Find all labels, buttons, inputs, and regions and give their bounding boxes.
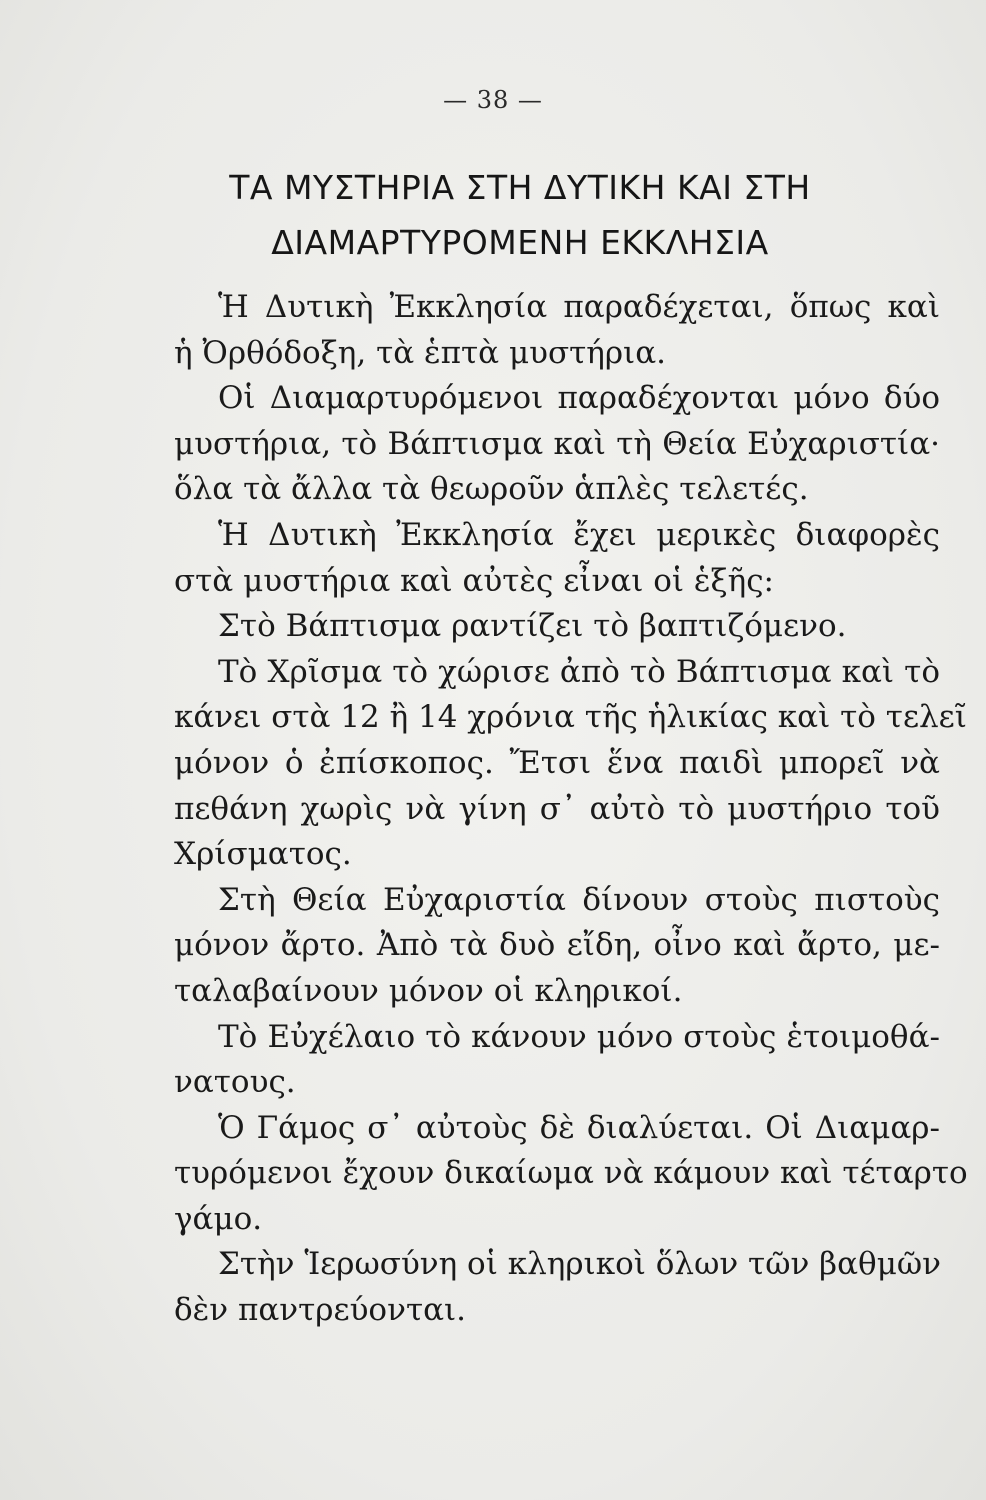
text-line: δὲν παντρεύονται. xyxy=(174,1292,467,1329)
page-number: — 38 — xyxy=(443,86,543,114)
chapter-title-line-2: ΔΙΑΜΑΡΤΥΡΟΜΕΝΗ ΕΚΚΛΗΣΙΑ xyxy=(271,223,769,262)
paragraph xyxy=(174,1015,940,1106)
paragraph xyxy=(174,376,940,513)
text-line: στὰ μυστήρια καὶ αὐτὲς εἶναι οἱ ἑξῆς: xyxy=(174,562,775,599)
text-line: νατους. xyxy=(174,1064,296,1101)
paragraph xyxy=(174,1106,968,1243)
text-line: τυρόμενοι ἔχουν δικαίωμα νὰ κάμουν καὶ τέταρτο xyxy=(174,1155,968,1192)
paragraph xyxy=(174,1242,940,1333)
text-line: μόνον ὁ ἐπίσκοπος. Ἔτσι ἕνα παιδὶ μπορεῖ νὰ xyxy=(174,744,940,781)
text-line: Ἡ Δυτικὴ Ἐκκλησία ἔχει μερικὲς διαφορὲς xyxy=(218,516,940,553)
text-line: ὅλα τὰ ἄλλα τὰ θεωροῦν ἁπλὲς τελετές. xyxy=(174,471,809,508)
text-line: μυστήρια, τὸ Βάπτισμα καὶ τὴ Θεία Εὐχαριστία· xyxy=(174,425,940,462)
text-line: Στὴν Ἱερωσύνη οἱ κληρικοὶ ὅλων τῶν βαθμῶν xyxy=(218,1246,941,1283)
paragraph xyxy=(174,878,940,1015)
text-line: ταλαβαίνουν μόνον οἱ κληρικοί. xyxy=(174,972,683,1009)
chapter-title-line-1: ΤΑ ΜΥΣΤΗΡΙΑ ΣΤΗ ΔΥΤΙΚΗ ΚΑΙ ΣΤΗ xyxy=(229,168,811,207)
text-line: Στὴ Θεία Εὐχαριστία δίνουν στοὺς πιστοὺς xyxy=(218,881,940,918)
text-line: μόνον ἄρτο. Ἀπὸ τὰ δυὸ εἴδη, οἶνο καὶ ἄρτο, με- xyxy=(174,927,940,964)
text-line: Στὸ Βάπτισμα ραντίζει τὸ βαπτιζόμενο. xyxy=(218,608,847,645)
text-line: Χρίσματος. xyxy=(174,836,352,873)
chapter-title xyxy=(170,160,870,270)
body-text xyxy=(174,285,968,1334)
paragraph xyxy=(174,513,940,604)
paragraph xyxy=(174,604,940,650)
text-line: Τὸ Εὐχέλαιο τὸ κάνουν μόνο στοὺς ἑτοιμοθά- xyxy=(218,1018,940,1055)
text-line: Ἡ Δυτικὴ Ἐκκλησία παραδέχεται, ὅπως καὶ xyxy=(218,289,940,325)
text-line: Οἱ Διαμαρτυρόμενοι παραδέχονται μόνο δύο xyxy=(218,380,940,417)
paragraph xyxy=(174,285,940,376)
text-line: ἡ Ὀρθόδοξη, τὰ ἑπτὰ μυστήρια. xyxy=(174,334,667,371)
text-line: πεθάνη χωρὶς νὰ γίνη σ᾽ αὐτὸ τὸ μυστήριο τοῦ xyxy=(174,790,940,827)
text-line: Τὸ Χρῖσμα τὸ χώρισε ἀπὸ τὸ Βάπτισμα καὶ τὸ xyxy=(218,653,940,690)
text-line: γάμο. xyxy=(174,1200,263,1237)
text-line: κάνει στὰ 12 ἢ 14 χρόνια τῆς ἡλικίας καὶ τὸ τελεῖ xyxy=(174,699,967,736)
text-line: Ὁ Γάμος σ᾽ αὐτοὺς δὲ διαλύεται. Οἱ Διαμαρ- xyxy=(218,1109,940,1146)
paragraph xyxy=(174,650,967,878)
